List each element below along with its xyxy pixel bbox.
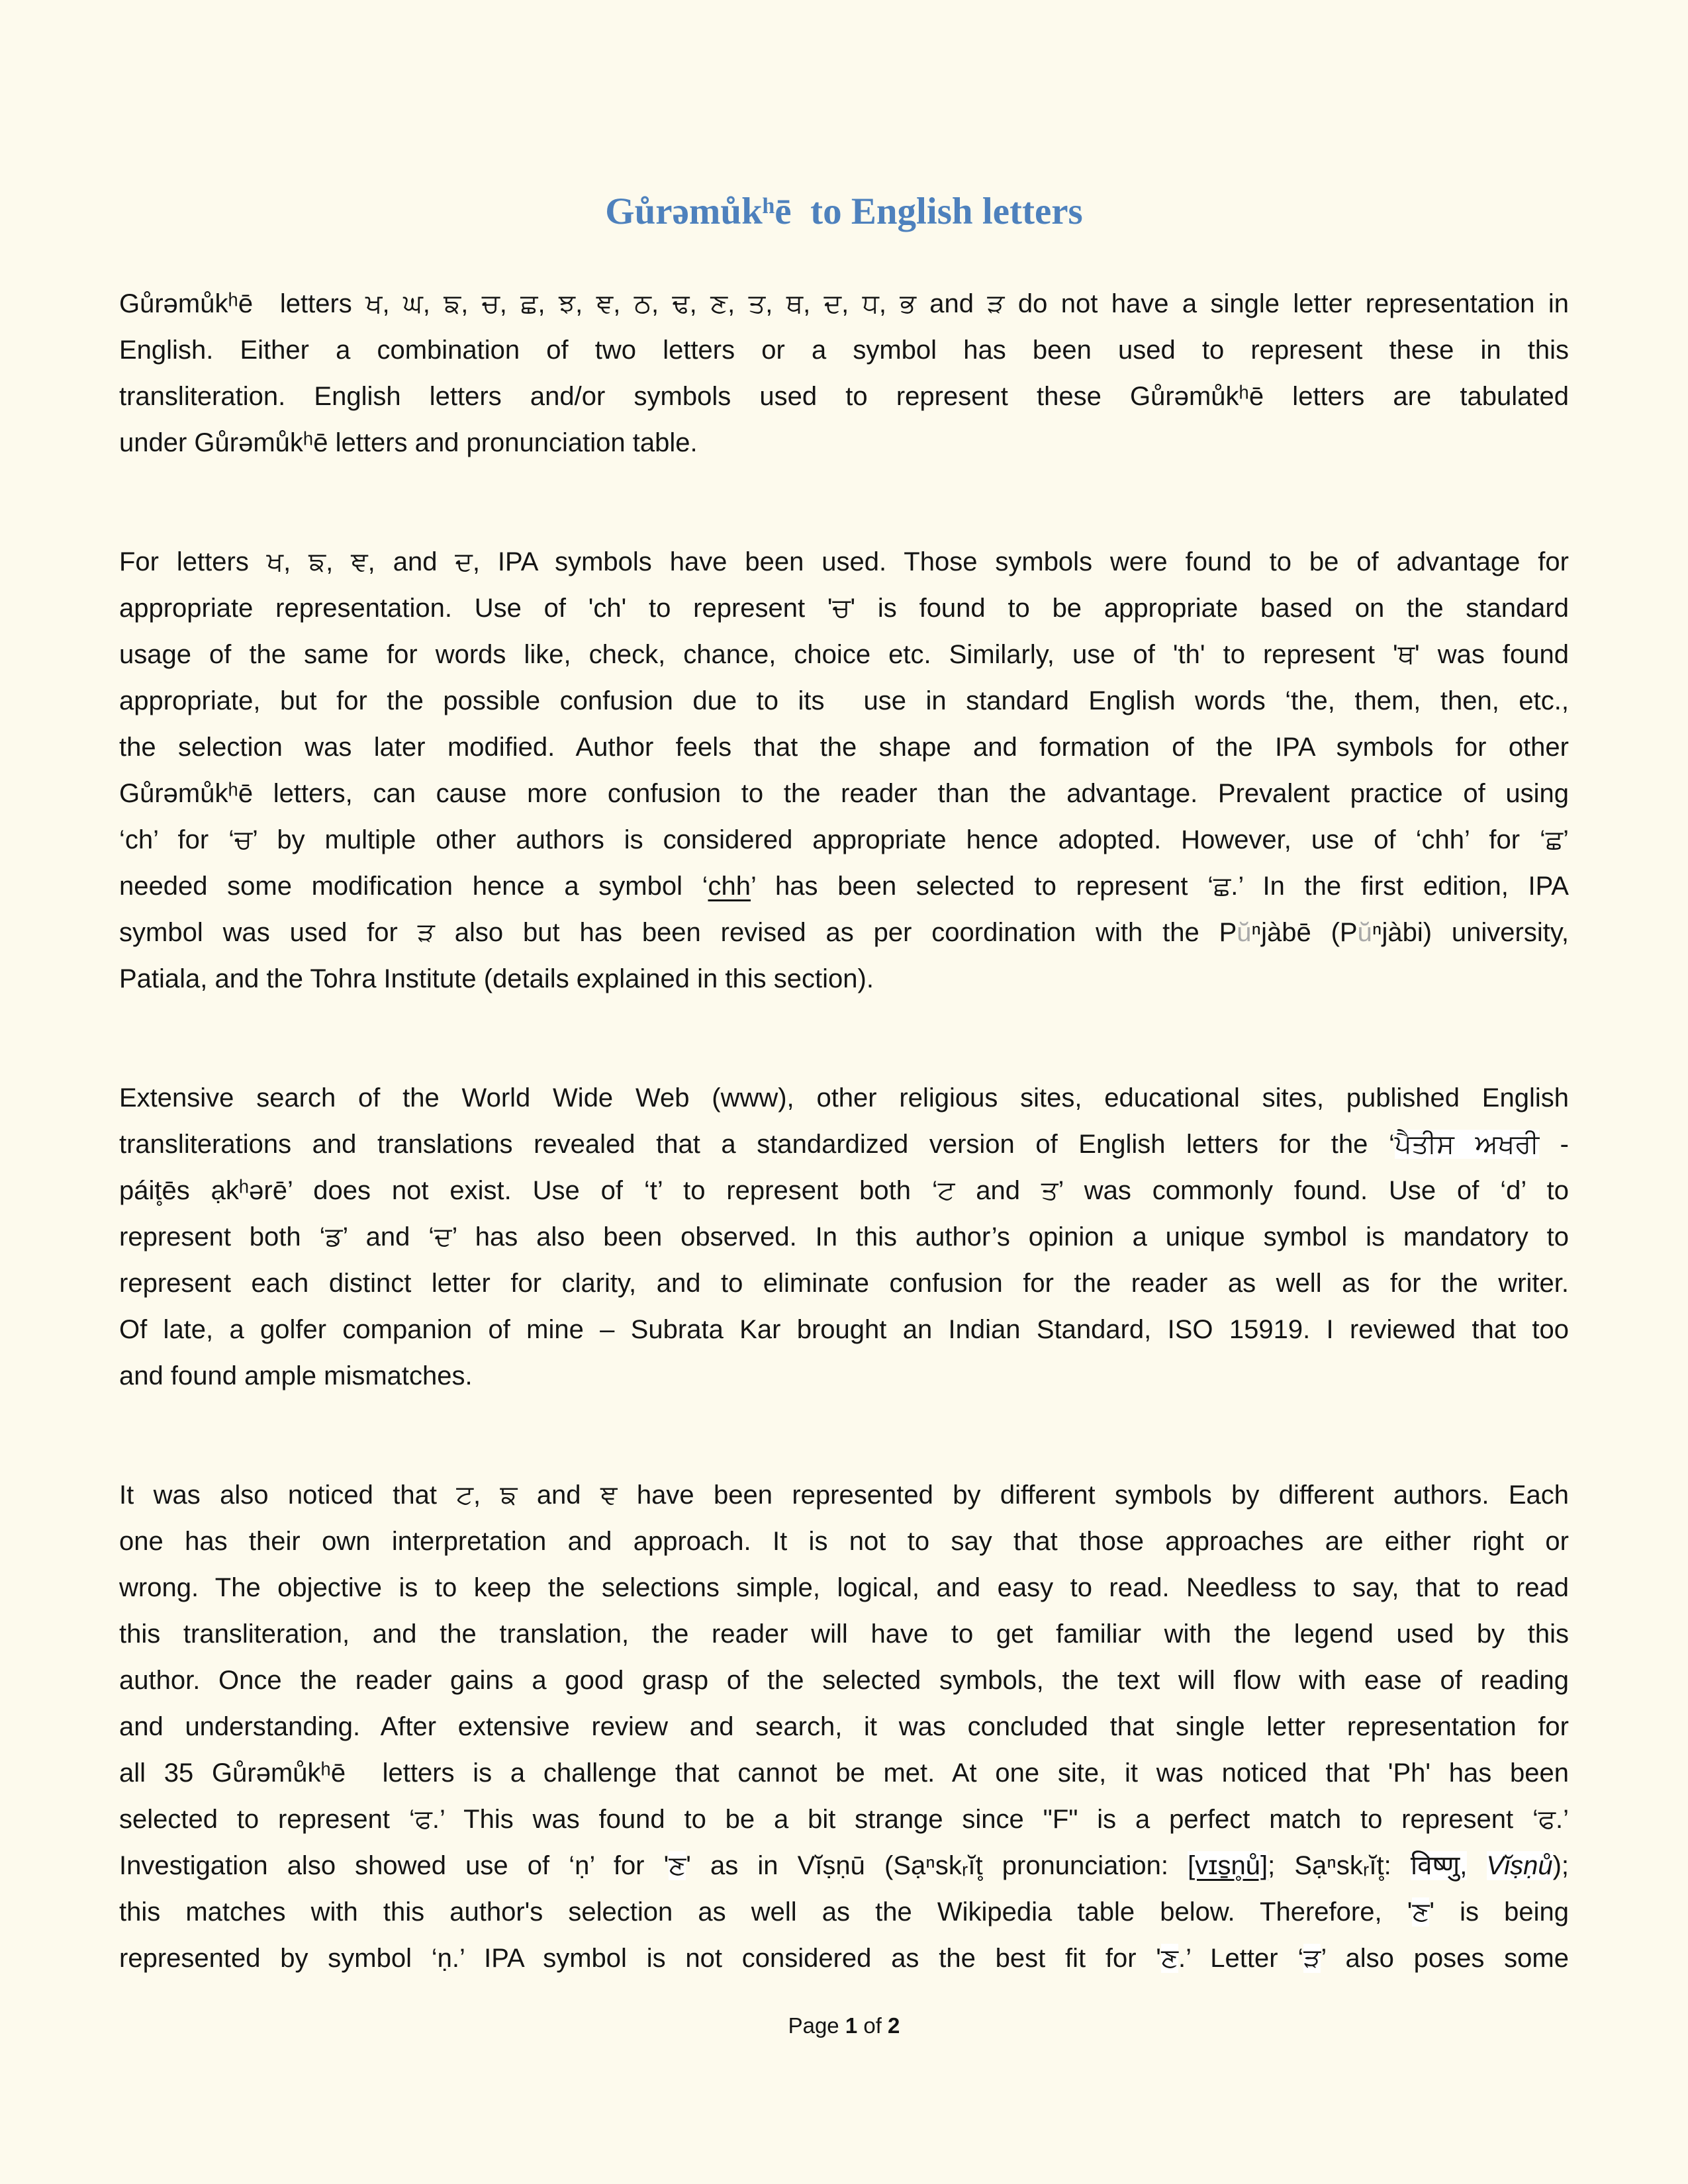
text-line <box>119 1704 1569 1750</box>
text-line <box>119 863 1569 909</box>
text-line <box>119 678 1569 724</box>
footer-total-pages: 2 <box>888 2013 900 2038</box>
text-segment: páit̥ēs ạkʰərē’ does not exist. Use of ‘t’ to represent both ‘ਟ and ਤ’ was commonly found. Use of ‘d’ to <box>119 1176 1569 1206</box>
page-title: Gůrəmůkʰē to English letters <box>605 191 1083 232</box>
text-segment: It was also noticed that ਟ, ਙ and ਞ have been represented by different symbols by different authors. Each <box>119 1480 1569 1510</box>
text-segment: ŭ <box>1357 918 1372 948</box>
paragraph <box>119 1075 1569 1399</box>
text-segment: the selection was later modified. Author feels that the shape and formation of the IPA symbols for other <box>119 733 1569 762</box>
highlighted-text: विष्णु, <box>1410 1851 1468 1881</box>
text-segment: usage of the same for words like, check, chance, choice etc. Similarly, use of 'th' to represent 'ਥ' was found <box>119 640 1569 670</box>
text-line <box>119 1611 1569 1657</box>
text-segment: ' as in Vĭṣṇū (Sạⁿskᵣĭt̥ pronunciation: <box>686 1851 1188 1881</box>
text-segment: ⁿjàbē (P <box>1251 918 1358 948</box>
text-line <box>119 1657 1569 1704</box>
text-line <box>119 1843 1569 1889</box>
highlighted-text: ਣ <box>669 1851 686 1881</box>
text-segment: selected to represent ‘ਫ.’ This was found to be a bit strange since "F" is a perfect match to represent ‘ਫ.’ <box>119 1805 1569 1835</box>
text-line <box>119 1796 1569 1843</box>
text-line <box>119 539 1569 585</box>
highlighted-text: ਣ <box>1160 1944 1178 1974</box>
text-segment: Of late, a golfer companion of mine – Subrata Kar brought an Indian Standard, ISO 15919. I reviewed that too <box>119 1315 1569 1345</box>
text-segment: Gůrəmůkʰē letters, can cause more confusion to the reader than the advantage. Prevalent practice of using <box>119 779 1569 809</box>
text-segment: appropriate, but for the possible confusion due to its use in standard English words ‘the, them, then, etc., <box>119 686 1569 716</box>
text-segment: Investigation also showed use of ‘ṇ’ for ' <box>119 1851 669 1881</box>
text-line <box>119 1167 1569 1214</box>
text-segment: symbol was used for ੜ also but has been revised as per coordination with the P <box>119 918 1237 948</box>
text-line <box>119 585 1569 631</box>
highlighted-text: ਣ <box>1412 1897 1430 1927</box>
text-segment: For letters ਖ, ਙ, ਞ, and ਦ, IPA symbols have been used. Those symbols were found to be of advantage for <box>119 547 1569 577</box>
hyperlink-text[interactable]: [vɪs̱n̥ů] <box>1188 1851 1268 1881</box>
text-line <box>119 1472 1569 1518</box>
text-segment: represented by symbol ‘ṇ.’ IPA symbol is not considered as the best fit for ' <box>119 1944 1161 1974</box>
text-segment: appropriate representation. Use of 'ch' to represent 'ਚ' is found to be appropriate based on the standard <box>119 594 1569 623</box>
text-segment: Patiala, and the Tohra Institute (details explained in this section). <box>119 964 874 994</box>
text-line <box>119 1306 1569 1353</box>
text-line <box>119 281 1569 327</box>
text-segment: and understanding. After extensive review and search, it was concluded that single letter representation for <box>119 1712 1569 1742</box>
highlighted-text: ਪੈਤੀਸ ਅਖਰੀ <box>1394 1130 1540 1160</box>
text-line <box>119 956 1569 1002</box>
text-line <box>119 1214 1569 1260</box>
text-line <box>119 724 1569 770</box>
text-segment: ); <box>1552 1851 1569 1881</box>
text-line <box>119 1075 1569 1121</box>
text-segment: ’ has been selected to represent ‘ਛ.’ In the first edition, IPA <box>751 872 1569 901</box>
footer-word-page: Page <box>788 2013 845 2038</box>
text-segment: ⁿjàbi) university, <box>1372 918 1569 948</box>
text-line <box>119 1935 1569 1981</box>
text-segment: needed some modification hence a symbol ‘ <box>119 872 708 901</box>
text-line <box>119 817 1569 863</box>
text-segment: under Gůrəmůkʰē letters and pronunciation table. <box>119 428 698 458</box>
text-segment: this transliteration, and the translation, the reader will have to get familiar with the legend used by this <box>119 1619 1569 1649</box>
text-segment: chh <box>708 872 751 901</box>
text-segment: - <box>1539 1130 1569 1160</box>
text-segment: ŭ <box>1237 918 1252 948</box>
text-segment: author. Once the reader gains a good grasp of the selected symbols, the text will flow with ease of reading <box>119 1666 1569 1696</box>
text-line <box>119 1353 1569 1399</box>
paragraph <box>119 1472 1569 1981</box>
text-line <box>119 631 1569 678</box>
text-segment: Gůrəmůkʰē letters ਖ, ਘ, ਙ, ਚ, ਛ, ਝ, ਞ, ਠ, ਢ, ਣ, ਤ, ਥ, ਦ, ਧ, ਭ and ੜ do not have a single letter representation in <box>119 289 1569 319</box>
text-segment: Extensive search of the World Wide Web (www), other religious sites, educational sites, published English <box>119 1083 1569 1113</box>
text-line <box>119 420 1569 466</box>
text-segment: all 35 Gůrəmůkʰē letters is a challenge that cannot be met. At one site, it was noticed that 'Ph' has been <box>119 1758 1569 1788</box>
text-segment: .’ Letter ‘ <box>1178 1944 1304 1974</box>
text-line <box>119 1889 1569 1935</box>
text-segment <box>1467 1851 1486 1880</box>
text-segment: wrong. The objective is to keep the selections simple, logical, and easy to read. Needless to say, that to read <box>119 1573 1569 1603</box>
paragraph <box>119 539 1569 1002</box>
text-segment: English. Either a combination of two letters or a symbol has been used to represent these in this <box>119 336 1569 365</box>
text-segment: ' is being <box>1429 1897 1569 1927</box>
footer-word-of: of <box>857 2013 888 2038</box>
text-segment: represent both ‘ਡ’ and ‘ਦ’ has also been observed. In this author’s opinion a unique symbol is mandatory to <box>119 1222 1569 1252</box>
text-segment: represent each distinct letter for clarity, and to eliminate confusion for the reader as well as for the writer. <box>119 1269 1569 1298</box>
text-line <box>119 1518 1569 1565</box>
text-line <box>119 909 1569 956</box>
text-segment: ; Sạⁿskᵣĭt̥: <box>1268 1851 1411 1881</box>
highlighted-text: Vĭṣṇů <box>1486 1851 1553 1881</box>
text-line <box>119 1260 1569 1306</box>
text-segment: and found ample mismatches. <box>119 1361 473 1391</box>
footer-page-number: 1 <box>845 2013 858 2038</box>
text-line <box>119 770 1569 817</box>
text-segment: transliterations and translations revealed that a standardized version of English letters for the ‘ <box>119 1130 1395 1160</box>
text-line <box>119 1750 1569 1796</box>
text-segment: transliteration. English letters and/or symbols used to represent these Gůrəmůkʰē letters are tabulated <box>119 382 1569 412</box>
document-body <box>119 281 1569 1981</box>
text-segment: this matches with this author's selection as well as the Wikipedia table below. Therefore, ' <box>119 1897 1413 1927</box>
text-segment: ’ also poses some <box>1321 1944 1569 1974</box>
paragraph <box>119 281 1569 466</box>
text-line <box>119 327 1569 373</box>
page-footer <box>0 2013 1688 2038</box>
text-line <box>119 373 1569 420</box>
text-segment: one has their own interpretation and approach. It is not to say that those approaches are either right or <box>119 1527 1569 1557</box>
text-line <box>119 1121 1569 1167</box>
text-segment: ‘ch’ for ‘ਚ’ by multiple other authors is considered appropriate hence adopted. However, use of ‘chh’ for ‘ਛ’ <box>119 825 1569 855</box>
text-line <box>119 1565 1569 1611</box>
highlighted-text: ੜ <box>1303 1944 1321 1974</box>
